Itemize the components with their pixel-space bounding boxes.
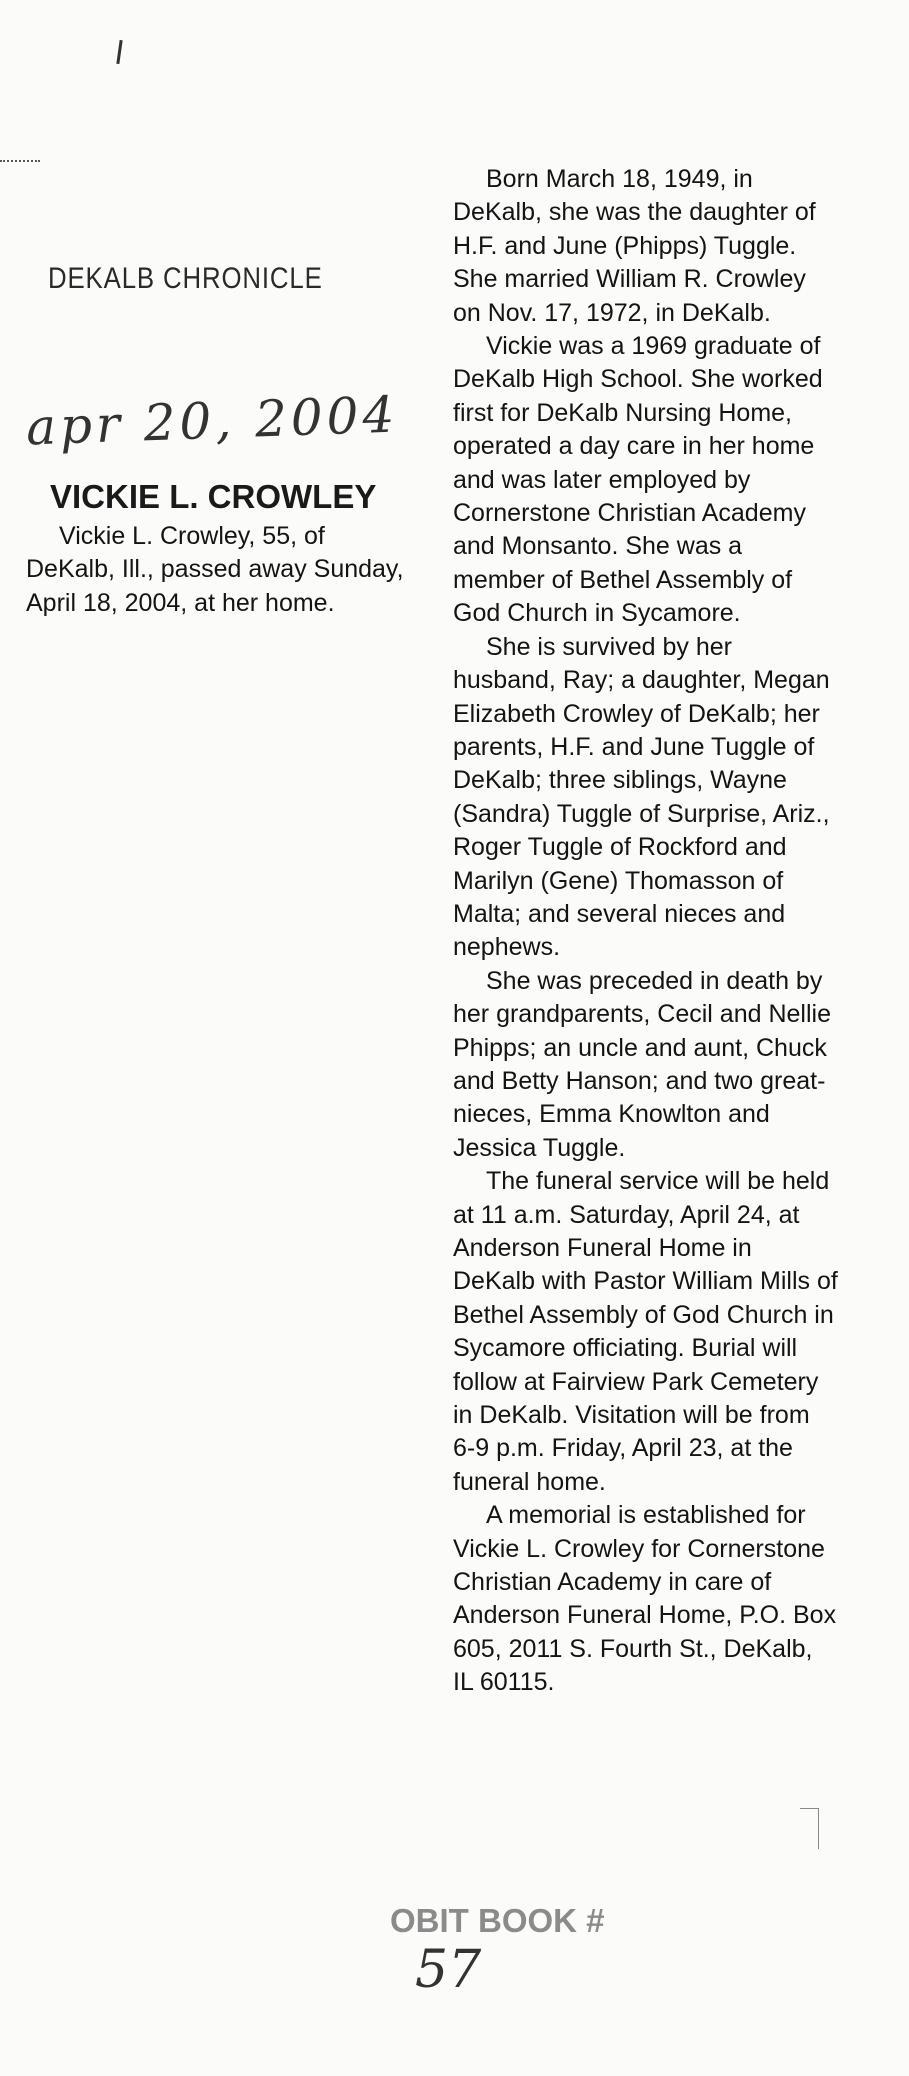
pen-mark [116,40,122,64]
publication-name: DEKALB CHRONICLE [48,262,323,295]
obituary-headline: VICKIE L. CROWLEY [50,478,377,515]
handwritten-book-number: 57 [415,1940,482,2000]
left-column [26,520,406,620]
obit-book-stamp: OBIT BOOK # [390,1902,605,1939]
edge-dots [0,160,40,162]
paragraph: Born March 18, 1949, in DeKalb, she was the daughter of H.F. and June (Phipps) Tuggle. She married William R. Crowley on Nov. 17, 1972, in DeKalb. [453,165,816,327]
paragraph: Vickie was a 1969 graduate of DeKalb High School. She worked first for DeKalb Nursing Home, operated a day care in her home and was later employed by Cornerstone Christian Academy and Monsanto. She was a member of Bethel Assembly of God Church in Sycamore. [453,332,823,628]
clipping-edge [800,1808,819,1849]
paragraph: A memorial is established for Vickie L. Crowley for Cornerstone Christian Academy in care of Anderson Funeral Home, P.O. Box 605, 2011 S. Fourth St., DeKalb, IL 60115. [453,1501,837,1697]
paragraph: The funeral service will be held at 11 a.m. Saturday, April 24, at Anderson Funeral Home in DeKalb with Pastor William Mills of Bethel Assembly of God Church in Sycamore officiating. Burial will follow at Fairview Park Cemetery in DeKalb. Visitation will be from 6-9 p.m. Friday, April 23, at the funeral home. [453,1167,838,1496]
paragraph: She is survived by her husband, Ray; a daughter, Megan Elizabeth Crowley of DeKalb; her parents, H.F. and June Tuggle of DeKalb; three siblings, Wayne (Sandra) Tuggle of Surprise, Ariz., Roger Tuggle of Rockford and Marilyn (Gene) Thomasson of Malta; and several nieces and nephews. [453,632,830,962]
paragraph: Vickie L. Crowley, 55, of DeKalb, Ill., passed away Sunday, April 18, 2004, at her home. [26,522,404,617]
handwritten-date: apr 20, 2004 [25,385,400,457]
paragraph: She was preceded in death by her grandparents, Cecil and Nellie Phipps; an uncle and aunt, Chuck and Betty Hanson; and two great-nieces, Emma Knowlton and Jessica Tuggle. [453,966,831,1162]
right-column [453,163,838,1700]
